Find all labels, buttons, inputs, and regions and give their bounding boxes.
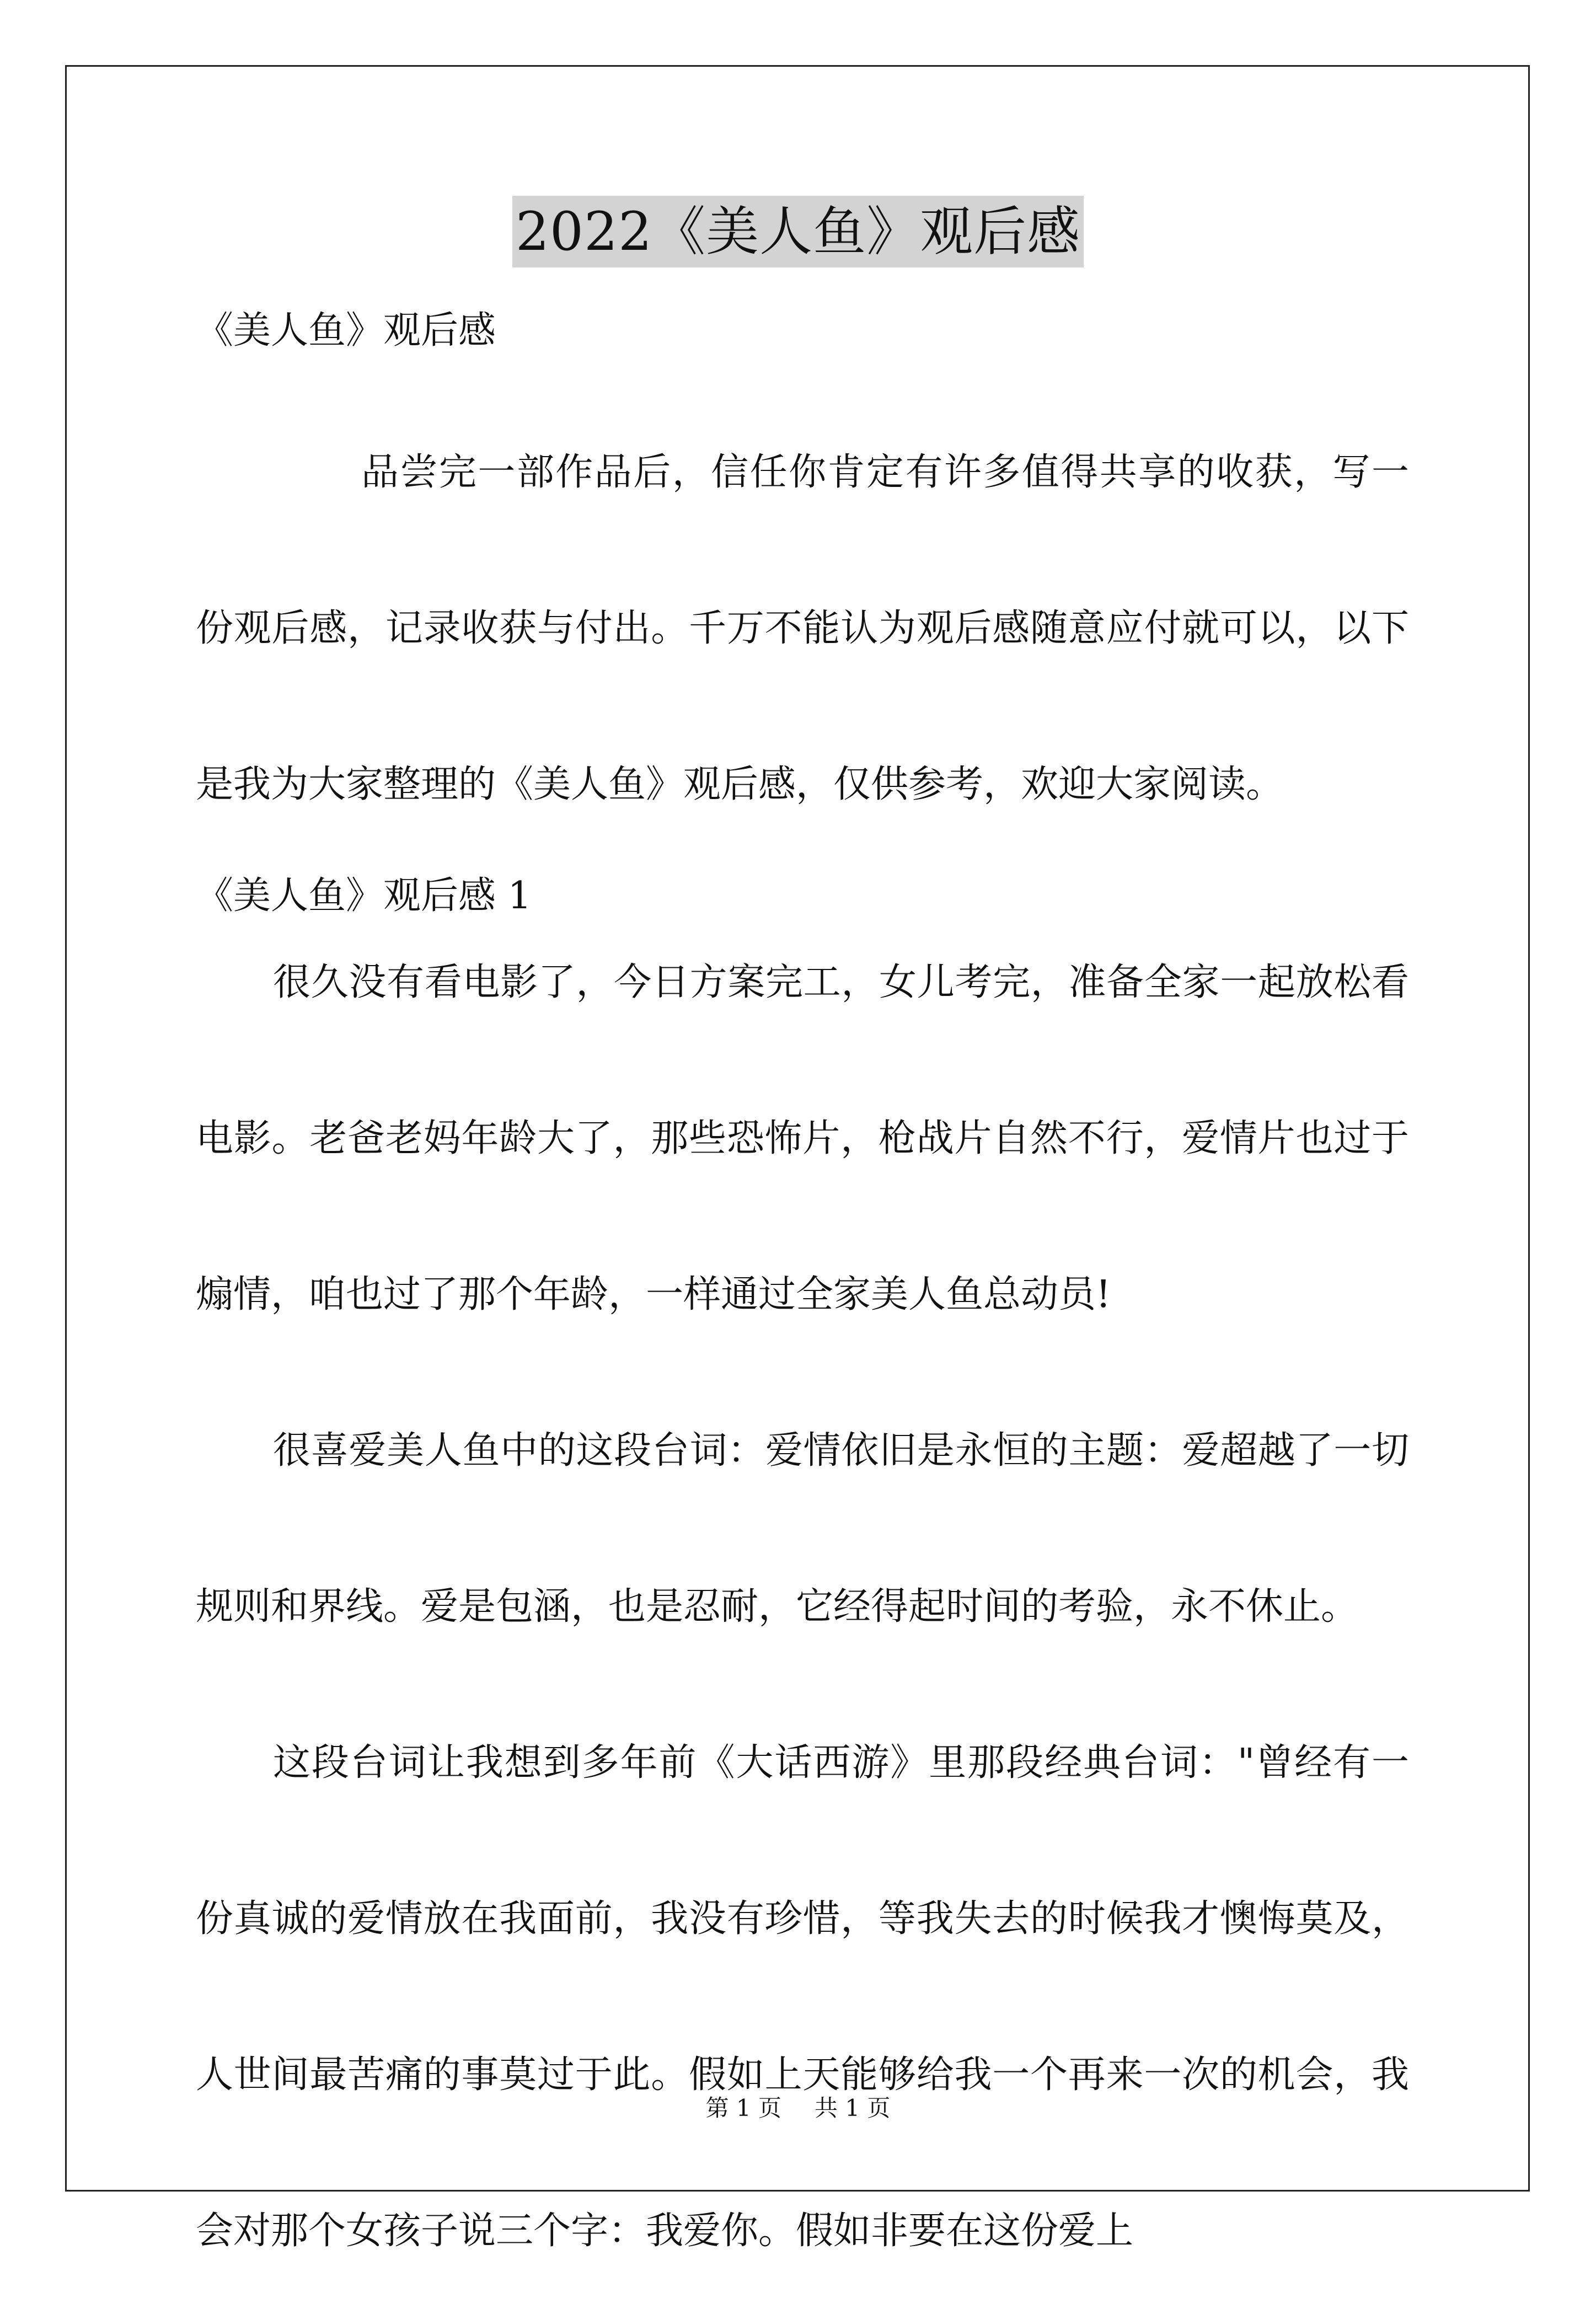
body-paragraph: 很久没有看电影了，今日方案完工，女儿考完，准备全家一起放松看电影。老爸老妈年龄大了，那些恐怖片，枪战片自然不行，爱情片也过于煽情，咱也过了那个年龄，一样通过全家美人鱼总动员! [196,961,1409,1316]
page-footer [0,2092,1596,2125]
document-title: 2022《美人鱼》观后感 [512,196,1084,267]
page-number: 第 1 页 [705,2094,781,2122]
document-subtitle: 《美人鱼》观后感 [196,309,496,352]
body-paragraph: 这段台词让我想到多年前《大话西游》里那段经典台词："曾经有一份真诚的爱情放在我面前，我没有珍惜，等我失去的时候我才懊悔莫及，人世间最苦痛的事莫过于此。假如上天能够给我一个再来一次的机会，我会对那个女孩子说三个字：我爱你。假如非要在这份爱上 [196,1741,1409,2253]
intro-paragraph: 品尝完一部作品后，信任你肯定有许多值得共享的收获，写一份观后感，记录收获与付出。千万不能认为观后感随意应付就可以，以下是我为大家整理的《美人鱼》观后感，仅供参考，欢迎大家阅读。 [196,451,1409,806]
page-total: 共 1 页 [815,2094,891,2122]
body-paragraph: 很喜爱美人鱼中的这段台词：爱情依旧是永恒的主题：爱超越了一切规则和界线。爱是包涵，也是忍耐，它经得起时间的考验，永不休止。 [196,1429,1409,1628]
section-title: 《美人鱼》观后感 1 [196,874,532,918]
title-container [0,196,1596,267]
intro-section [196,394,1409,862]
